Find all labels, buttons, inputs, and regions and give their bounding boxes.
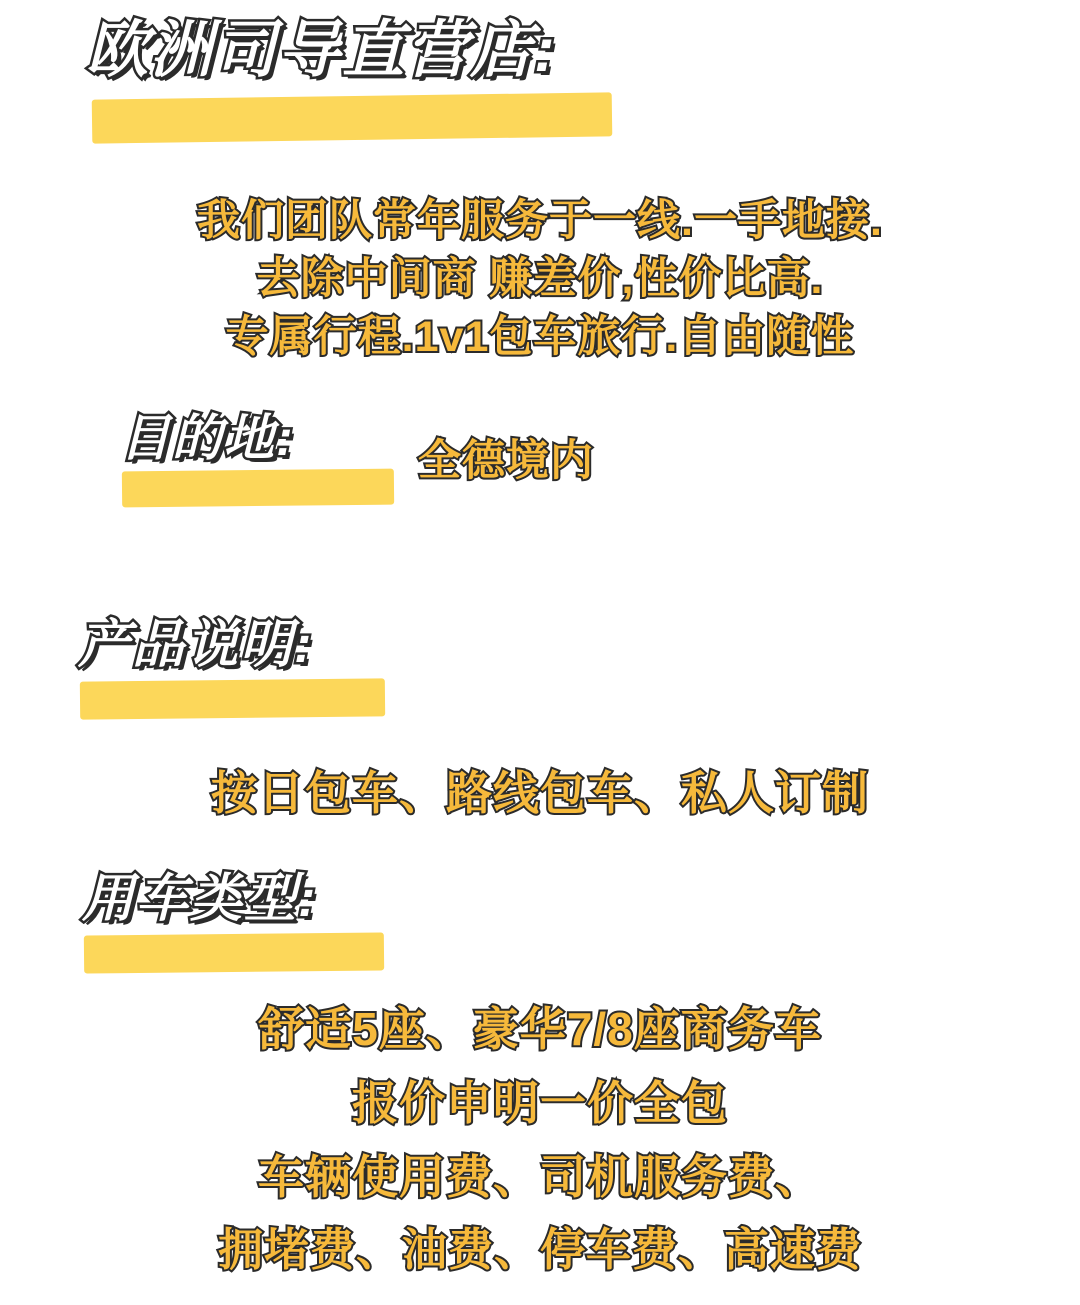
product-value: 按日包车、路线包车、私人订制 (211, 767, 869, 819)
car-type-line-3: 车辆使用费、司机服务费、 (258, 1151, 822, 1204)
destination-highlight-swipe (122, 469, 394, 508)
car-type-line-4: 拥堵费、油费、停车费、高速费 (217, 1224, 862, 1276)
destination-label (120, 412, 295, 465)
car-type-lines (0, 998, 1080, 1293)
intro-paragraph (0, 192, 1080, 366)
page-title (86, 18, 557, 83)
intro-line-3: 专属行程.1v1包车旅行.自由随性 (225, 313, 855, 362)
product-label (78, 618, 313, 673)
car-type-label-text: 用车类型: (82, 870, 318, 928)
destination-label-text: 目的地: (120, 410, 295, 466)
product-label-text: 产品说明: (78, 616, 314, 674)
car-type-line-2: 报价申明一价全包 (352, 1077, 728, 1130)
page-title-text: 欧洲司导直营店: (86, 16, 557, 85)
product-highlight-swipe (80, 678, 385, 719)
destination-value: 全德境内 (418, 437, 594, 485)
product-value-group (0, 762, 1080, 824)
car-type-line-1: 舒适5座、豪华7/8座商务车 (258, 1003, 822, 1055)
title-highlight-swipe (92, 92, 613, 143)
intro-line-1: 我们团队常年服务于一线.一手地接. (197, 197, 883, 245)
car-type-highlight-swipe (84, 932, 384, 973)
car-type-label (82, 872, 317, 927)
intro-line-2: 去除中间商 赚差价,性价比高. (256, 255, 824, 304)
